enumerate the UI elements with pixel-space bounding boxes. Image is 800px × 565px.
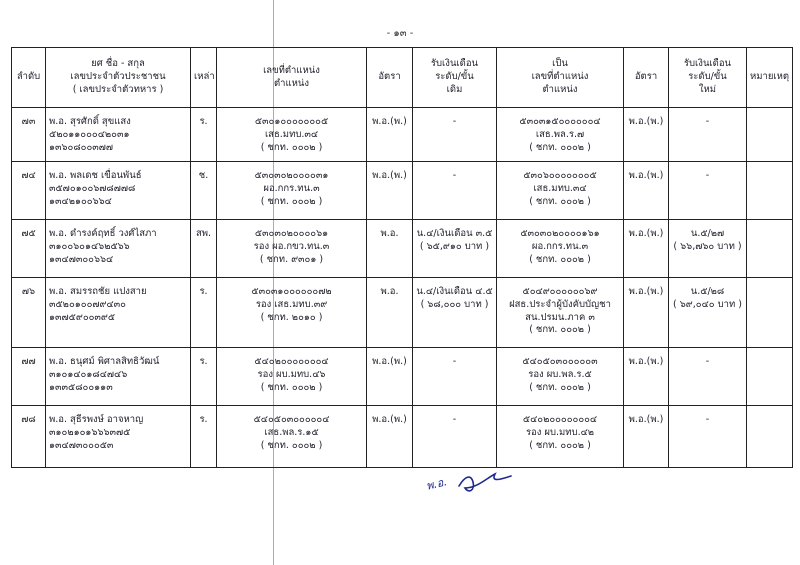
cell-salary-old: -: [413, 108, 497, 162]
cell-salary-old: น.๔/เงินเดือน ๓.๕ ( ๖๕,๙๑๐ บาท ): [413, 220, 497, 278]
handwritten-signature: [425, 464, 515, 498]
header-salary-new: รับเงินเดือน ระดับ/ขั้น ใหม่: [669, 48, 747, 108]
table-row: [12, 278, 793, 348]
cell-salary-new: น.๕/๒๗ ( ๖๖,๗๖๐ บาท ): [669, 220, 747, 278]
cell-branch: ร.: [191, 348, 217, 406]
cell-rate: พ.อ.: [367, 278, 413, 348]
header-remark: หมายเหตุ: [747, 48, 793, 108]
cell-rate-new: พ.อ.(พ.): [624, 348, 669, 406]
cell-branch: สพ.: [191, 220, 217, 278]
svg-text:พ.อ.: พ.อ.: [425, 475, 449, 493]
page-number: - ๑๓ -: [386, 28, 414, 39]
cell-branch: ร.: [191, 108, 217, 162]
cell-salary-new: น.๕/๒๘ ( ๖๙,๐๔๐ บาท ): [669, 278, 747, 348]
cell-rate: พ.อ.(พ.): [367, 108, 413, 162]
cell-no: ๗๘: [12, 406, 46, 468]
cell-position: ๕๓๐๑๐๐๐๐๐๐๐๕ เสธ.มทบ.๓๔ ( ชกท. ๐๐๐๒ ): [217, 108, 367, 162]
table-row: [12, 406, 793, 468]
cell-branch: ร.: [191, 278, 217, 348]
cell-rate-new: พ.อ.(พ.): [624, 406, 669, 468]
header-rate: อัตรา: [367, 48, 413, 108]
cell-name: พ.อ. ดำรงค์ฤทธิ์ วงศ์ไสภา ๓๑๐๐๖๐๑๔๖๒๕๖๖ ๑๓๔๗๓๐๐๖๖๔: [46, 220, 191, 278]
header-new-position: เป็น เลขที่ตำแหน่ง ตำแหน่ง: [497, 48, 624, 108]
header-salary-old: รับเงินเดือน ระดับ/ขั้น เดิม: [413, 48, 497, 108]
header-rate-new: อัตรา: [624, 48, 669, 108]
cell-rate-new: พ.อ.(พ.): [624, 108, 669, 162]
cell-name: พ.อ. สุรศักดิ์ สุขแสง ๕๒๐๑๑๐๐๐๔๒๐๓๑ ๑๓๖๐๘๐๐๓๗๗: [46, 108, 191, 162]
cell-no: ๗๔: [12, 162, 46, 220]
table-row: [12, 108, 793, 162]
header-no: ลำดับ: [12, 48, 46, 108]
cell-rate: พ.อ.(พ.): [367, 348, 413, 406]
cell-salary-old: -: [413, 348, 497, 406]
cell-salary-old: -: [413, 406, 497, 468]
roster-body: [12, 108, 793, 468]
cell-rate: พ.อ.: [367, 220, 413, 278]
cell-new-position: ๕๐๔๙๐๐๐๐๐๐๖๙ ฝสธ.ประจำผู้บังคับบัญชา สน.ปรมน.ภาค ๓ ( ชกท. ๐๐๐๒ ): [497, 278, 624, 348]
cell-rate-new: พ.อ.(พ.): [624, 278, 669, 348]
table-row: [12, 348, 793, 406]
table-row: [12, 162, 793, 220]
cell-name: พ.อ. สุธีรพงษ์ อาจหาญ ๓๑๐๒๑๐๑๖๖๖๓๗๕ ๑๓๔๗๓๐๐๐๕๓: [46, 406, 191, 468]
cell-no: ๗๓: [12, 108, 46, 162]
cell-rate-new: พ.อ.(พ.): [624, 220, 669, 278]
header-name: ยศ ชื่อ - สกุล เลขประจำตัวประชาชน ( เลขประจำตัวทหาร ): [46, 48, 191, 108]
cell-new-position: ๕๓๐๓๑๕๐๐๐๐๐๐๔ เสธ.พล.ร.๗ ( ชกท. ๐๐๐๒ ): [497, 108, 624, 162]
cell-salary-new: -: [669, 348, 747, 406]
cell-name: พ.อ. พลเดช เขื่อนพันธ์ ๓๕๗๐๑๐๐๖๗๘๗๗๘ ๑๓๔๒๑๐๐๖๖๔: [46, 162, 191, 220]
cell-remark: [747, 220, 793, 278]
cell-new-position: ๕๔๐๕๐๓๐๐๐๐๐๓ รอง ผบ.พล.ร.๕ ( ชกท. ๐๐๐๒ ): [497, 348, 624, 406]
cell-remark: [747, 406, 793, 468]
table-header-row: [12, 48, 793, 108]
cell-rate-new: พ.อ.(พ.): [624, 162, 669, 220]
cell-no: ๗๗: [12, 348, 46, 406]
cell-position: ๕๓๐๓๐๒๐๐๐๐๓๑ ผอ.กกร.ทน.๓ ( ชกท. ๐๐๐๒ ): [217, 162, 367, 220]
cell-branch: ช.: [191, 162, 217, 220]
cell-remark: [747, 108, 793, 162]
cell-rate: พ.อ.(พ.): [367, 406, 413, 468]
cell-salary-new: -: [669, 162, 747, 220]
cell-salary-new: -: [669, 406, 747, 468]
cell-position: ๕๓๐๓๑๐๐๐๐๐๐๗๒ รอง เสธ.มทบ.๓๙ ( ชกท. ๒๐๑๐ ): [217, 278, 367, 348]
cell-branch: ร.: [191, 406, 217, 468]
cell-rate: พ.อ.(พ.): [367, 162, 413, 220]
header-position: เลขที่ตำแหน่ง ตำแหน่ง: [217, 48, 367, 108]
cell-remark: [747, 162, 793, 220]
cell-name: พ.อ. ธนุศม์ พิศาลสิทธิวัฒน์ ๓๑๐๑๔๐๑๘๔๗๔๖ ๑๓๓๕๘๐๐๑๑๓: [46, 348, 191, 406]
cell-position: ๕๓๐๓๐๒๐๐๐๐๖๑ รอง ผอ.กขว.ทน.๓ ( ชกท. ๙๓๐๑ ): [217, 220, 367, 278]
cell-remark: [747, 278, 793, 348]
table-row: [12, 220, 793, 278]
cell-salary-new: -: [669, 108, 747, 162]
cell-no: ๗๕: [12, 220, 46, 278]
cell-position: ๕๔๐๕๐๓๐๐๐๐๐๔ เสธ.พล.ร.๑๕ ( ชกท. ๐๐๐๒ ): [217, 406, 367, 468]
header-branch: เหล่า: [191, 48, 217, 108]
cell-name: พ.อ. สมรรถชัย แปงสาย ๓๕๒๐๑๐๐๗๙๔๓๐ ๑๓๗๕๙๐๐๓๙๕: [46, 278, 191, 348]
cell-remark: [747, 348, 793, 406]
cell-new-position: ๕๓๐๓๐๒๐๐๐๐๑๖๑ ผอ.กกร.ทน.๓ ( ชกท. ๐๐๐๒ ): [497, 220, 624, 278]
cell-no: ๗๖: [12, 278, 46, 348]
cell-new-position: ๕๔๐๒๐๐๐๐๐๐๐๔ รอง ผบ.มทบ.๔๒ ( ชกท. ๐๐๐๒ ): [497, 406, 624, 468]
cell-salary-old: น.๔/เงินเดือน ๔.๕ ( ๖๘,๐๐๐ บาท ): [413, 278, 497, 348]
roster-table: [11, 47, 793, 468]
cell-salary-old: -: [413, 162, 497, 220]
cell-position: ๕๔๐๒๐๐๐๐๐๐๐๔ รอง ผบ.มทบ.๔๖ ( ชกท. ๐๐๐๒ ): [217, 348, 367, 406]
cell-new-position: ๕๓๐๖๐๐๐๐๐๐๐๕ เสธ.มทบ.๓๔ ( ชกท. ๐๐๐๒ ): [497, 162, 624, 220]
